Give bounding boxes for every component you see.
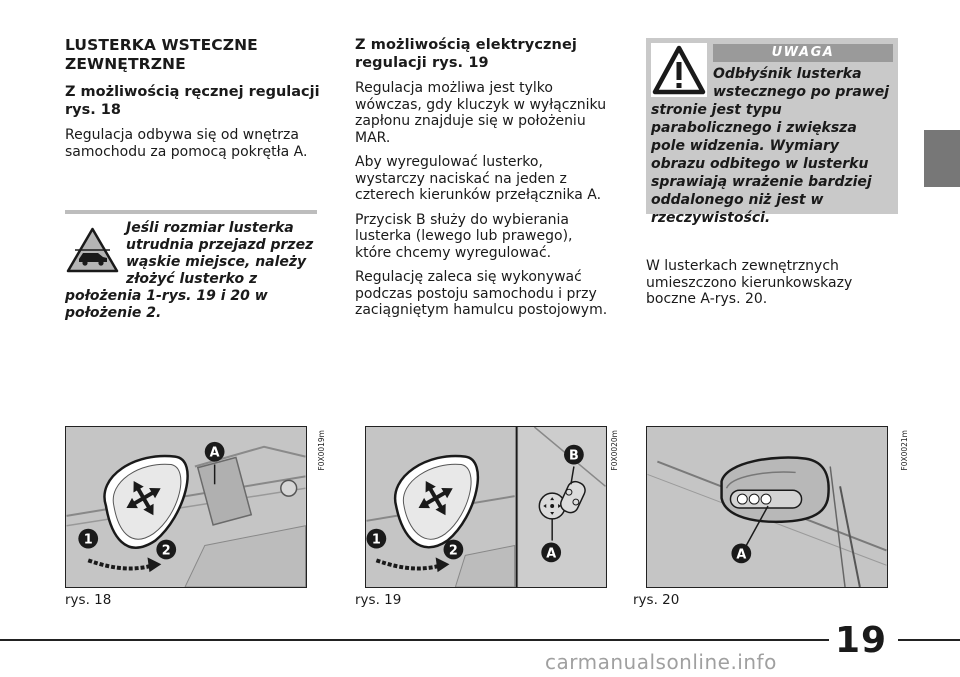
indicator-text: W lusterkach zewnętrznych umieszczono kierunkowskazy boczne A-rys. 20. — [646, 258, 853, 307]
figure-code: F0X0019m — [317, 430, 326, 471]
electric-adjust-heading: Z możliwością elektrycznej regulacji rys. 19 — [355, 37, 577, 71]
label-a: A — [209, 445, 220, 461]
note-box — [65, 210, 317, 322]
label-b: B — [569, 448, 579, 464]
figure-caption: rys. 19 — [355, 592, 402, 608]
narrow-passage-car-icon — [65, 226, 120, 274]
figure-19 — [365, 426, 607, 588]
figure-caption: rys. 18 — [65, 592, 112, 608]
page-number: 19 — [835, 620, 888, 661]
electric-text-1: Regulacja możliwa jest tylko wówczas, gdy kluczyk w wyłączniku zapłonu znajduje się w położeniu MAR. — [355, 80, 607, 146]
column-middle — [355, 36, 610, 319]
electric-text-4: Regulację zaleca się wykonywać podczas postoju samochodu i przy zaciągniętym hamulcu postojowym. — [355, 269, 608, 318]
figure-20 — [646, 426, 888, 588]
note-text: Jeśli rozmiar lusterka utrudnia przejazd przez wąskie miejsce, należy złożyć lusterko z położenia 1-rys. 19 i 20 w położenie 2. — [65, 220, 314, 321]
figure-18 — [65, 426, 307, 588]
warning-text: Odbłyśnik lusterka wstecznego po prawej stronie jest typu parabolicznego i zwiększa pole widzenia. Wymiary obrazu odbitego w lusterku sprawiają wrażenie bardziej oddalonego niż jest w rzeczywistości. — [651, 66, 889, 226]
label-a: A — [736, 547, 747, 563]
label-1: 1 — [83, 532, 93, 548]
figure-caption: rys. 20 — [633, 592, 680, 608]
footer-rule — [0, 639, 829, 641]
label-1: 1 — [371, 532, 381, 548]
watermark-link[interactable]: carmanualsonline.info — [545, 650, 777, 674]
footer-rule — [898, 639, 960, 641]
section-tab — [924, 130, 960, 187]
mirror-indicator-illustration — [647, 427, 887, 587]
label-2: 2 — [161, 543, 171, 559]
electric-text-2: Aby wyregulować lusterko, wystarczy naciskać na jeden z czterech kierunków przełącznika A. — [355, 154, 602, 203]
warning-triangle-icon — [651, 43, 707, 97]
manual-adjust-heading: Z możliwością ręcznej regulacji rys. 18 — [65, 84, 320, 118]
warning-label: UWAGA — [713, 44, 893, 62]
mirror-electric-illustration — [366, 427, 606, 587]
figure-code: F0X0020m — [610, 430, 619, 471]
label-a: A — [546, 546, 557, 562]
manual-adjust-text: Regulacja odbywa się od wnętrza samochodu za pomocą pokrętła A. — [65, 127, 308, 160]
section-heading: LUSTERKA WSTECZNE ZEWNĘTRZNE — [65, 36, 258, 73]
column-left — [65, 36, 320, 160]
electric-text-3: Przycisk B służy do wybierania lusterka (lewego lub prawego), które chcemy wyregulować. — [355, 211, 573, 261]
label-2: 2 — [448, 543, 458, 559]
mirror-manual-illustration — [66, 427, 306, 587]
column-right — [646, 258, 898, 308]
warning-box — [646, 38, 898, 226]
figure-code: F0X0021m — [900, 430, 909, 471]
